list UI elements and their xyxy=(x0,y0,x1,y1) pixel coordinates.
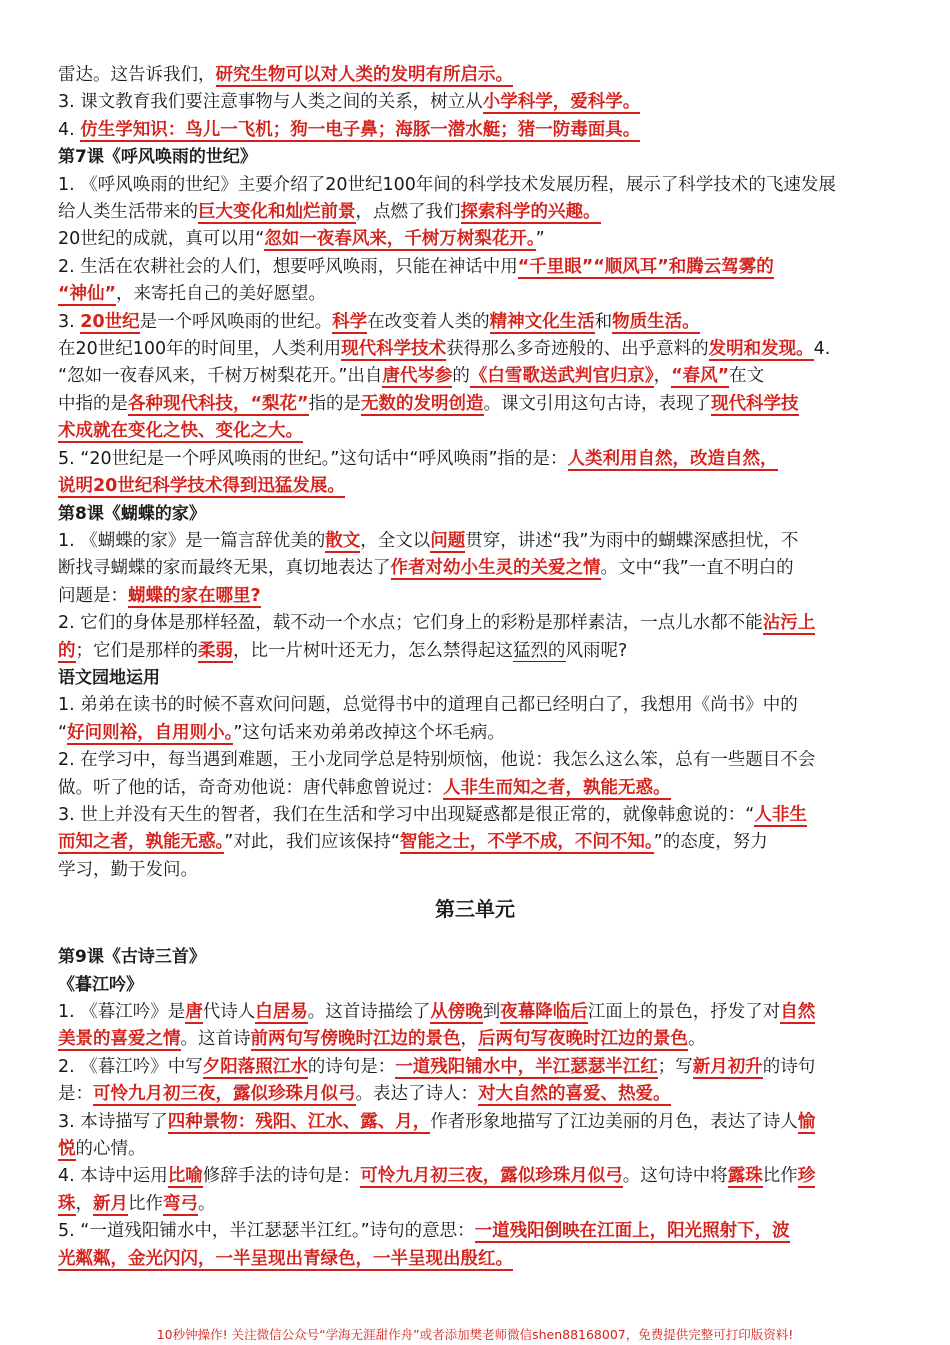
highlight-answer: 现代科学技术 xyxy=(341,339,447,360)
highlight-answer: 悦 xyxy=(58,1139,76,1160)
text-segment: ，比一片树叶还无力，怎么禁得起这 xyxy=(233,640,513,661)
text-segment: 语文园地运用 xyxy=(58,667,160,688)
text-segment: “忽如一夜春风来，千树万树梨花开。”出自 xyxy=(58,366,383,387)
highlight-answer: 人类利用自然，改造自然， xyxy=(567,448,778,469)
text-line xyxy=(58,857,892,884)
text-segment: 的诗句 xyxy=(762,1056,816,1077)
text-segment: 修辞手法的诗句是： xyxy=(202,1166,361,1187)
text-segment: ， xyxy=(653,366,672,387)
text-segment: 3. xyxy=(58,311,81,332)
text-segment: 。表达了诗人： xyxy=(355,1084,478,1105)
spacer xyxy=(58,930,892,944)
text-segment: 1. 弟弟在读书的时候不喜欢问问题，总觉得书中的道理自己都已经明白了，我想用《尚书》中的 xyxy=(58,695,798,716)
text-line xyxy=(58,802,892,829)
highlight-answer: 一道残阳铺水中，半江瑟瑟半江红 xyxy=(395,1056,658,1077)
highlight-answer: 可怜九月初三夜，露似珍珠月似弓 xyxy=(93,1084,356,1105)
text-line xyxy=(58,254,892,281)
text-segment: 20世纪的成就，真可以用“ xyxy=(58,229,265,250)
section-title xyxy=(58,972,892,999)
text-segment: 2. 生活在农耕社会的人们，想要呼风唤雨，只能在神话中用 xyxy=(58,256,518,277)
text-line xyxy=(58,583,892,610)
text-segment: 3. 世上并没有天生的智者，我们在生活和学习中出现疑惑都是很正常的，就像韩愈说的：“ xyxy=(58,804,755,825)
document-body xyxy=(58,62,892,1273)
text-line xyxy=(58,555,892,582)
text-segment: 学习，勤于发问。 xyxy=(58,859,198,880)
text-segment: 江面上的景色，抒发了对 xyxy=(587,1002,781,1022)
text-segment: 断找寻蝴蝶的家而最终无果，真切地表达了 xyxy=(58,558,391,579)
highlight-answer: 精神文化生活 xyxy=(489,311,595,332)
text-segment: 的心情。 xyxy=(75,1139,146,1160)
text-segment: 获得那么多奇迹般的、出乎意料的 xyxy=(446,339,709,360)
footer-notice: 10秒钟操作! 关注微信公众号“学海无涯甜作舟”或者添加樊老师微信shen88168007，免费提供完整可打印版资料! xyxy=(156,1327,794,1342)
highlight-answer: 四种景物：残阳、江水、露、月， xyxy=(167,1111,431,1132)
highlight-answer: 巨大变化和灿烂前景 xyxy=(198,202,356,223)
text-segment: ”的态度，努力 xyxy=(653,832,768,853)
text-segment: 问题是： xyxy=(58,585,128,606)
text-line xyxy=(58,117,892,144)
text-segment: ，来寄托自己的美好愿望。 xyxy=(116,284,327,305)
highlight-answer: 科学 xyxy=(332,311,368,332)
text-segment: 在文 xyxy=(729,366,765,387)
text-line xyxy=(58,391,892,418)
text-segment: 代诗人 xyxy=(202,1002,256,1022)
highlight-answer: 探索科学的兴趣。 xyxy=(460,202,601,223)
section-title xyxy=(58,144,892,171)
text-line xyxy=(58,1191,892,1218)
highlight-answer: 而知之者，孰能无惑。 xyxy=(58,832,225,853)
highlight-answer: 发明和发现。 xyxy=(708,339,814,360)
text-line xyxy=(58,89,892,116)
text-segment: 中指的是 xyxy=(58,393,128,414)
text-line xyxy=(58,1218,892,1245)
text-line xyxy=(58,775,892,802)
text-line xyxy=(58,1136,892,1163)
section-title xyxy=(58,501,892,528)
text-segment: ， xyxy=(75,1193,93,1214)
text-segment: 1. 《呼风唤雨的世纪》主要介绍了20世纪100年间的科学技术发展历程，展示了科学技术的飞速发展 xyxy=(58,174,836,195)
text-line xyxy=(58,336,892,363)
highlight-answer: 夕阳落照江水 xyxy=(202,1056,308,1077)
highlight-answer: 弯弓 xyxy=(163,1193,198,1214)
text-line xyxy=(58,363,892,390)
text-line xyxy=(58,62,892,89)
text-line xyxy=(58,610,892,637)
highlight-answer: 仿生学知识：鸟儿一飞机；狗一电子鼻；海豚一潜水艇；猪一防毒面具。 xyxy=(80,119,641,140)
highlight-answer: 忽如一夜春风来，千树万树梨花开。 xyxy=(264,229,536,250)
highlight-answer: 各种现代科技，“梨花” xyxy=(128,393,309,414)
highlight-answer: 白居易 xyxy=(255,1002,308,1022)
highlight-answer: “春风” xyxy=(671,366,730,387)
text-line xyxy=(58,1246,892,1273)
highlight-answer: 愉 xyxy=(797,1111,816,1132)
highlight-answer: 对大自然的喜爱、热爱。 xyxy=(478,1084,671,1105)
text-segment: 比作 xyxy=(128,1193,163,1214)
highlight-answer: 物质生活。 xyxy=(612,311,700,332)
highlight-answer: 的 xyxy=(58,640,76,661)
text-segment: 4. xyxy=(813,339,831,360)
highlight-answer: 自然 xyxy=(780,1002,816,1022)
text-segment: 第8课《蝴蝶的家》 xyxy=(58,503,206,524)
text-segment: 贯穿，讲述“我”为雨中的蝴蝶深感担忧，不 xyxy=(465,530,799,551)
text-line xyxy=(58,1081,892,1108)
text-segment: 4. 本诗中运用 xyxy=(58,1166,168,1187)
highlight-answer: 美景的喜爱之情 xyxy=(58,1029,181,1050)
text-line xyxy=(58,638,892,665)
highlight-answer: 作者对幼小生灵的关爱之情 xyxy=(390,558,601,579)
highlight-answer: 从傍晚 xyxy=(430,1002,483,1022)
text-line xyxy=(58,720,892,747)
highlight-answer: 散文 xyxy=(325,530,361,551)
text-segment: 在改变着人类的 xyxy=(367,311,490,332)
highlight-answer: 无数的发明创造 xyxy=(361,393,484,414)
highlight-answer: 唐代岑参 xyxy=(382,366,453,387)
text-segment: 《暮江吟》 xyxy=(58,974,143,995)
highlight-answer: 珍 xyxy=(797,1166,816,1187)
highlight-answer: 人非生 xyxy=(754,804,807,825)
text-segment: 2. 它们的身体是那样轻盈，载不动一个水点；它们身上的彩粉是那样素洁，一点儿水都不能 xyxy=(58,613,763,634)
text-segment: 和 xyxy=(594,311,613,332)
section-title xyxy=(58,665,892,692)
underlined-text: 猛烈的 xyxy=(513,640,566,661)
text-segment: 1. 《蝴蝶的家》是一篇言辞优美的 xyxy=(58,530,326,551)
text-segment: 2. 《暮江吟》中写 xyxy=(58,1056,203,1077)
text-segment: ” xyxy=(535,229,545,250)
text-segment: 雷达。这告诉我们， xyxy=(58,65,216,85)
text-line xyxy=(58,226,892,253)
text-segment: ”这句话来劝弟弟改掉这个坏毛病。 xyxy=(233,722,505,743)
text-segment: ；写 xyxy=(657,1056,693,1077)
text-line xyxy=(58,1054,892,1081)
text-segment: 第7课《呼风唤雨的世纪》 xyxy=(58,147,257,168)
text-segment: 作者形象地描写了江边美丽的月色，表达了诗人 xyxy=(430,1111,798,1132)
text-line xyxy=(58,528,892,555)
text-segment: 到 xyxy=(482,1002,501,1022)
text-line xyxy=(58,418,892,445)
text-segment: 在20世纪100年的时间里，人类利用 xyxy=(58,339,342,360)
text-segment: 给人类生活带来的 xyxy=(58,202,198,223)
text-segment: ， xyxy=(460,1029,478,1050)
text-line xyxy=(58,999,892,1026)
text-segment: 5. “20世纪是一个呼风唤雨的世纪。”这句话中“呼风唤雨”指的是： xyxy=(58,448,568,469)
text-line xyxy=(58,473,892,500)
highlight-answer: 蝴蝶的家在哪里? xyxy=(128,585,261,606)
text-line xyxy=(58,199,892,226)
text-line xyxy=(58,309,892,336)
text-segment: 。这首诗描绘了 xyxy=(307,1002,431,1022)
text-segment: 。 xyxy=(688,1029,706,1050)
highlight-answer: 《白雪歌送武判官归京》 xyxy=(469,366,654,387)
highlight-answer: 夜幕降临后 xyxy=(500,1002,588,1022)
text-segment: 。这首诗 xyxy=(180,1029,251,1050)
text-segment: 5. “一道残阳铺水中，半江瑟瑟半江红。”诗句的意思： xyxy=(58,1221,475,1242)
highlight-answer: 露珠 xyxy=(727,1166,763,1187)
text-segment: 。 xyxy=(198,1193,216,1214)
text-segment: 第9课《古诗三首》 xyxy=(58,947,206,968)
highlight-answer: 沾污上 xyxy=(762,613,816,634)
highlight-answer: 小学科学，爱科学。 xyxy=(482,92,641,113)
text-segment: 3. 课文教育我们要注意事物与人类之间的关系，树立从 xyxy=(58,92,483,113)
text-segment: 。课文引用这句古诗，表现了 xyxy=(483,393,712,414)
highlight-answer: 可怜九月初三夜，露似珍珠月似弓 xyxy=(360,1166,623,1187)
text-line xyxy=(58,446,892,473)
highlight-answer: 好问则裕，自用则小。 xyxy=(67,722,234,743)
text-segment: 1. 《暮江吟》是 xyxy=(58,1002,186,1022)
highlight-answer: 新月初升 xyxy=(692,1056,763,1077)
text-line xyxy=(58,1026,892,1053)
highlight-answer: 唐 xyxy=(185,1002,203,1022)
text-segment: 4. xyxy=(58,119,81,140)
text-line xyxy=(58,747,892,774)
text-line xyxy=(58,172,892,199)
highlight-answer: 问题 xyxy=(430,530,466,551)
highlight-answer: 人非生而知之者，孰能无惑。 xyxy=(443,777,671,798)
text-line xyxy=(58,1163,892,1190)
text-segment: ”对此，我们应该保持“ xyxy=(224,832,400,853)
highlight-answer: 新月 xyxy=(93,1193,128,1214)
highlight-answer: 珠 xyxy=(58,1193,76,1214)
highlight-answer: “神仙” xyxy=(58,284,117,305)
highlight-answer: 术成就在变化之快、变化之大。 xyxy=(58,421,303,442)
text-segment: ，点燃了我们 xyxy=(355,202,461,223)
text-segment: 是一个呼风唤雨的世纪。 xyxy=(139,311,333,332)
text-segment: 的 xyxy=(452,366,470,387)
highlight-answer: “千里眼”“顺风耳”和腾云驾雾的 xyxy=(517,256,774,277)
text-segment: 3. 本诗描写了 xyxy=(58,1111,168,1132)
text-line xyxy=(58,1109,892,1136)
text-segment: 风雨呢? xyxy=(565,640,628,661)
highlight-answer: 前两句写傍晚时江边的景色 xyxy=(250,1029,461,1050)
text-line xyxy=(58,829,892,856)
section-title xyxy=(58,944,892,971)
highlight-answer: 智能之士，不学不成，不问不知。 xyxy=(399,832,654,853)
text-segment: 的诗句是： xyxy=(307,1056,396,1077)
text-segment: 第三单元 xyxy=(435,897,515,922)
text-segment: 是： xyxy=(58,1084,93,1105)
text-line xyxy=(58,692,892,719)
highlight-answer: 现代科学技 xyxy=(711,393,799,414)
text-segment: 。文中“我”一直不明白的 xyxy=(600,558,794,579)
text-segment: ，全文以 xyxy=(360,530,431,551)
highlight-answer: 研究生物可以对人类的发明有所启示。 xyxy=(215,65,513,85)
text-segment: 指的是 xyxy=(308,393,362,414)
text-segment: ；它们是那样的 xyxy=(75,640,198,661)
highlight-answer: 说明20世纪科学技术得到迅猛发展。 xyxy=(58,476,345,497)
text-segment: 。这句诗中将 xyxy=(622,1166,728,1187)
text-line xyxy=(58,281,892,308)
highlight-answer: 20世纪 xyxy=(80,311,140,332)
text-segment: 2. 在学习中，每当遇到难题，王小龙同学总是特别烦恼，他说：我怎么这么笨，总有一些题目不会 xyxy=(58,750,816,771)
highlight-answer: 光粼粼，金光闪闪，一半呈现出青绿色，一半呈现出殷红。 xyxy=(58,1248,513,1269)
highlight-answer: 比喻 xyxy=(167,1166,203,1187)
text-segment: 做。听了他的话，奇奇劝他说：唐代韩愈曾说过： xyxy=(58,777,443,798)
highlight-answer: 一道残阳倒映在江面上，阳光照射下，波 xyxy=(474,1221,790,1242)
text-segment: “ xyxy=(58,722,68,743)
highlight-answer: 柔弱 xyxy=(198,640,233,661)
text-segment: 比作 xyxy=(762,1166,798,1187)
unit-title xyxy=(58,888,892,930)
highlight-answer: 后两句写夜晚时江边的景色 xyxy=(478,1029,688,1050)
